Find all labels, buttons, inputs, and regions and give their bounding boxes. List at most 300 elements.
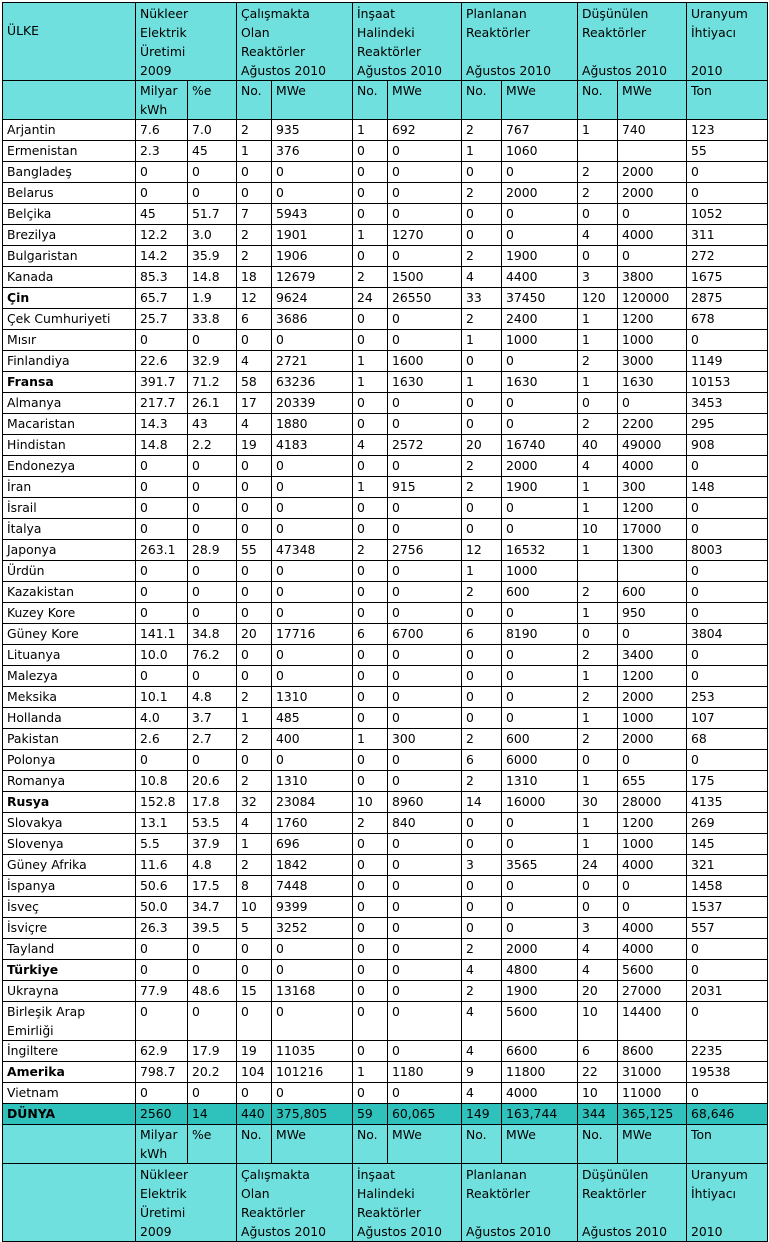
value-cell: 0 <box>388 834 462 855</box>
table-row <box>3 393 768 414</box>
value-cell: 0 <box>272 666 353 687</box>
header-line <box>691 1203 763 1222</box>
value-cell: 4400 <box>502 267 578 288</box>
value-cell: 1630 <box>618 372 687 393</box>
value-cell: 0 <box>353 519 388 540</box>
value-cell: 4 <box>578 456 618 477</box>
nuclear-power-table-container <box>2 2 767 1242</box>
value-cell: 85.3 <box>136 267 188 288</box>
value-cell: 0 <box>136 603 188 624</box>
table-row <box>3 771 768 792</box>
value-cell: 950 <box>618 603 687 624</box>
value-cell: 6000 <box>502 750 578 771</box>
value-cell: 17 <box>237 393 272 414</box>
country-cell: Rusya <box>3 792 136 813</box>
header-line: 2009 <box>140 1224 172 1239</box>
value-cell: 0 <box>578 876 618 897</box>
table-row <box>3 120 768 141</box>
header-line: Çalışmakta <box>241 1167 310 1182</box>
value-cell: 10 <box>353 792 388 813</box>
value-cell: 908 <box>687 435 768 456</box>
value-cell: 0 <box>462 393 502 414</box>
value-cell: 2.6 <box>136 729 188 750</box>
value-cell: 68 <box>687 729 768 750</box>
value-cell: 0 <box>237 162 272 183</box>
table-row <box>3 435 768 456</box>
value-cell: 1900 <box>502 246 578 267</box>
value-cell: 0 <box>353 876 388 897</box>
value-cell: 0 <box>272 645 353 666</box>
value-cell: 0 <box>353 981 388 1002</box>
country-cell: Macaristan <box>3 414 136 435</box>
value-cell: 4.8 <box>188 687 237 708</box>
value-cell: 0 <box>462 708 502 729</box>
header-line: 2010 <box>691 63 723 78</box>
value-cell: 20.6 <box>188 771 237 792</box>
value-cell: 2 <box>578 414 618 435</box>
value-cell: 4800 <box>502 960 578 981</box>
value-cell: 2 <box>462 771 502 792</box>
table-row <box>3 582 768 603</box>
value-cell: 1 <box>578 120 618 141</box>
value-cell: 0 <box>136 1002 188 1041</box>
value-cell: 77.9 <box>136 981 188 1002</box>
value-cell: 0 <box>272 456 353 477</box>
value-cell: 20339 <box>272 393 353 414</box>
value-cell: 7.0 <box>188 120 237 141</box>
value-cell: 2 <box>578 183 618 204</box>
value-cell: 0 <box>687 666 768 687</box>
value-cell: 0 <box>188 960 237 981</box>
value-cell: 0 <box>237 939 272 960</box>
value-cell: 1 <box>578 477 618 498</box>
value-cell: 1900 <box>502 477 578 498</box>
value-cell: 0 <box>462 897 502 918</box>
value-cell: 0 <box>136 498 188 519</box>
value-cell: 4000 <box>618 225 687 246</box>
value-cell: 3.0 <box>188 225 237 246</box>
value-cell: 2.2 <box>188 435 237 456</box>
value-cell: 391.7 <box>136 372 188 393</box>
value-cell: 3565 <box>502 855 578 876</box>
country-cell: İtalya <box>3 519 136 540</box>
value-cell: 0 <box>462 519 502 540</box>
header-line: Planlanan <box>466 6 527 21</box>
value-cell: 600 <box>502 729 578 750</box>
value-cell: 485 <box>272 708 353 729</box>
value-cell: 217.7 <box>136 393 188 414</box>
value-cell: 0 <box>353 582 388 603</box>
value-cell: 0 <box>353 960 388 981</box>
table-row <box>3 225 768 246</box>
value-cell: 0 <box>388 603 462 624</box>
value-cell: 2000 <box>502 939 578 960</box>
group-planned-reactors <box>462 3 578 81</box>
value-cell: 6 <box>462 624 502 645</box>
value-cell: 0 <box>462 603 502 624</box>
value-cell: 0 <box>388 456 462 477</box>
value-cell: 4 <box>578 225 618 246</box>
country-cell: Bulgaristan <box>3 246 136 267</box>
value-cell: 0 <box>687 162 768 183</box>
value-cell: 19 <box>237 435 272 456</box>
value-cell: 2235 <box>687 1041 768 1062</box>
value-cell: 0 <box>618 624 687 645</box>
table-body <box>3 3 768 1242</box>
value-cell: 14400 <box>618 1002 687 1041</box>
value-cell: 0 <box>502 918 578 939</box>
value-cell: 25.7 <box>136 309 188 330</box>
value-cell: 0 <box>388 645 462 666</box>
value-cell: 0 <box>237 960 272 981</box>
table-row <box>3 1041 768 1062</box>
value-cell: 51.7 <box>188 204 237 225</box>
header-line: Reaktörler <box>357 44 422 59</box>
value-cell: 45 <box>136 204 188 225</box>
country-cell: Endonezya <box>3 456 136 477</box>
value-cell: 4000 <box>618 939 687 960</box>
value-cell: 0 <box>272 561 353 582</box>
header-line: Üretimi <box>140 44 186 59</box>
value-cell: 0 <box>388 561 462 582</box>
value-cell: 0 <box>353 330 388 351</box>
value-cell: 0 <box>462 876 502 897</box>
value-cell: 1310 <box>272 687 353 708</box>
unit-header: MWe <box>502 1125 578 1164</box>
value-cell: 10.1 <box>136 687 188 708</box>
value-cell <box>618 141 687 162</box>
value-cell: 5600 <box>618 960 687 981</box>
value-cell: 0 <box>353 246 388 267</box>
value-cell: 2572 <box>388 435 462 456</box>
value-cell: 63236 <box>272 372 353 393</box>
value-cell: 14 <box>462 792 502 813</box>
value-cell: 0 <box>388 771 462 792</box>
header-line: Planlanan <box>466 1167 527 1182</box>
value-cell: 0 <box>188 582 237 603</box>
value-cell: 2 <box>578 687 618 708</box>
value-cell: 107 <box>687 708 768 729</box>
value-cell: 0 <box>502 687 578 708</box>
value-cell: 0 <box>188 498 237 519</box>
value-cell: 2 <box>237 246 272 267</box>
value-cell: 0 <box>388 1041 462 1062</box>
value-cell: 175 <box>687 771 768 792</box>
header-line: Ağustos 2010 <box>241 63 327 78</box>
table-row <box>3 561 768 582</box>
value-cell: 20.2 <box>188 1062 237 1083</box>
value-cell: 0 <box>353 204 388 225</box>
unit-header: MWe <box>272 81 353 120</box>
nuclear-power-table <box>2 2 768 1242</box>
unit-header: No. <box>353 81 388 120</box>
value-cell: 7 <box>237 204 272 225</box>
header-line: İnşaat <box>357 6 396 21</box>
value-cell: 16000 <box>502 792 578 813</box>
value-cell: 55 <box>237 540 272 561</box>
value-cell: 6 <box>462 750 502 771</box>
unit-header: Milyar kWh <box>136 81 188 120</box>
unit-header: MWe <box>272 1125 353 1164</box>
header-line: Uranyum <box>691 1167 748 1182</box>
header-line: Ağustos 2010 <box>357 63 443 78</box>
value-cell: 2 <box>237 855 272 876</box>
unit-header: No. <box>578 81 618 120</box>
value-cell: 1149 <box>687 351 768 372</box>
value-cell: 11000 <box>618 1083 687 1104</box>
country-cell: Almanya <box>3 393 136 414</box>
table-row <box>3 960 768 981</box>
value-cell: 4 <box>353 435 388 456</box>
value-cell: 0 <box>388 750 462 771</box>
value-cell: 26550 <box>388 288 462 309</box>
value-cell: 1310 <box>272 771 353 792</box>
value-cell: 2 <box>578 645 618 666</box>
table-row <box>3 456 768 477</box>
value-cell: 2 <box>237 687 272 708</box>
value-cell: 0 <box>237 498 272 519</box>
value-cell: 0 <box>272 582 353 603</box>
country-cell: Türkiye <box>3 960 136 981</box>
value-cell: 27000 <box>618 981 687 1002</box>
value-cell: 1 <box>237 834 272 855</box>
value-cell: 0 <box>388 246 462 267</box>
value-cell: 1200 <box>618 498 687 519</box>
header-line: Düşünülen <box>582 6 649 21</box>
country-cell: İsveç <box>3 897 136 918</box>
unit-header: %e <box>188 81 237 120</box>
value-cell: 2 <box>237 771 272 792</box>
value-cell: 798.7 <box>136 1062 188 1083</box>
value-cell: 4 <box>462 960 502 981</box>
value-cell: 0 <box>502 813 578 834</box>
table-row <box>3 834 768 855</box>
table-row <box>3 603 768 624</box>
table-row <box>3 897 768 918</box>
value-cell: 12.2 <box>136 225 188 246</box>
value-cell: 0 <box>237 519 272 540</box>
value-cell: 0 <box>388 1002 462 1041</box>
value-cell: 71.2 <box>188 372 237 393</box>
value-cell: 17000 <box>618 519 687 540</box>
value-cell: 2 <box>353 540 388 561</box>
value-cell: 1052 <box>687 204 768 225</box>
value-cell: 376 <box>272 141 353 162</box>
value-cell: 6 <box>237 309 272 330</box>
value-cell: 32.9 <box>188 351 237 372</box>
value-cell: 7.6 <box>136 120 188 141</box>
value-cell: 0 <box>388 519 462 540</box>
table-row <box>3 666 768 687</box>
total-value-cell: 365,125 <box>618 1104 687 1125</box>
value-cell: 0 <box>618 204 687 225</box>
header-line: Üretimi <box>140 1205 186 1220</box>
table-row <box>3 519 768 540</box>
value-cell: 6600 <box>502 1041 578 1062</box>
value-cell: 2 <box>462 183 502 204</box>
country-cell: Çin <box>3 288 136 309</box>
value-cell: 0 <box>388 393 462 414</box>
value-cell: 600 <box>618 582 687 603</box>
value-cell: 1842 <box>272 855 353 876</box>
table-row <box>3 330 768 351</box>
value-cell: 0 <box>136 561 188 582</box>
value-cell: 0 <box>388 855 462 876</box>
value-cell: 0 <box>462 351 502 372</box>
country-cell: Birleşik Arap Emirliği <box>3 1002 136 1041</box>
total-value-cell: 149 <box>462 1104 502 1125</box>
value-cell: 19 <box>237 1041 272 1062</box>
value-cell: 0 <box>136 477 188 498</box>
value-cell: 3804 <box>687 624 768 645</box>
value-cell: 295 <box>687 414 768 435</box>
header-line: 2009 <box>140 63 172 78</box>
table-row <box>3 540 768 561</box>
value-cell: 0 <box>687 519 768 540</box>
value-cell: 0 <box>388 1083 462 1104</box>
value-cell: 0 <box>353 708 388 729</box>
value-cell: 269 <box>687 813 768 834</box>
value-cell: 104 <box>237 1062 272 1083</box>
value-cell: 1 <box>462 330 502 351</box>
value-cell: 5943 <box>272 204 353 225</box>
value-cell: 10153 <box>687 372 768 393</box>
table-row <box>3 162 768 183</box>
value-cell: 0 <box>353 309 388 330</box>
value-cell: 16532 <box>502 540 578 561</box>
header-line: Çalışmakta <box>241 6 310 21</box>
units-corner <box>3 1125 136 1164</box>
value-cell: 50.0 <box>136 897 188 918</box>
value-cell: 14.3 <box>136 414 188 435</box>
value-cell: 272 <box>687 246 768 267</box>
value-cell: 0 <box>188 330 237 351</box>
value-cell: 13.1 <box>136 813 188 834</box>
value-cell: 0 <box>353 414 388 435</box>
value-cell: 0 <box>502 225 578 246</box>
value-cell: 6700 <box>388 624 462 645</box>
unit-header: No. <box>578 1125 618 1164</box>
value-cell: 0 <box>388 582 462 603</box>
value-cell: 2000 <box>618 183 687 204</box>
value-cell: 0 <box>462 813 502 834</box>
unit-header: No. <box>462 81 502 120</box>
country-cell: Ermenistan <box>3 141 136 162</box>
value-cell: 6 <box>578 1041 618 1062</box>
value-cell: 0 <box>237 750 272 771</box>
value-cell: 8960 <box>388 792 462 813</box>
unit-header: MWe <box>502 81 578 120</box>
header-line: Ağustos 2010 <box>466 1224 552 1239</box>
header-line: Reaktörler <box>241 44 306 59</box>
country-cell: Japonya <box>3 540 136 561</box>
value-cell: 11800 <box>502 1062 578 1083</box>
header-line: Halindeki <box>357 1186 415 1201</box>
value-cell: 0 <box>502 897 578 918</box>
value-cell: 0 <box>353 687 388 708</box>
value-cell: 0 <box>188 939 237 960</box>
value-cell: 2 <box>462 939 502 960</box>
value-cell: 0 <box>388 414 462 435</box>
value-cell: 1200 <box>618 666 687 687</box>
value-cell: 2 <box>237 225 272 246</box>
unit-header: No. <box>237 1125 272 1164</box>
country-cell: Kazakistan <box>3 582 136 603</box>
value-cell: 1 <box>462 561 502 582</box>
value-cell: 0 <box>136 162 188 183</box>
value-cell: 1900 <box>502 981 578 1002</box>
value-cell: 0 <box>462 687 502 708</box>
group-operating-reactors <box>237 1164 353 1242</box>
value-cell: 123 <box>687 120 768 141</box>
value-cell: 1 <box>353 225 388 246</box>
value-cell: 0 <box>462 498 502 519</box>
value-cell: 30 <box>578 792 618 813</box>
value-cell: 311 <box>687 225 768 246</box>
country-cell: Vietnam <box>3 1083 136 1104</box>
value-cell: 17716 <box>272 624 353 645</box>
value-cell: 253 <box>687 687 768 708</box>
group-under-construction <box>353 1164 462 1242</box>
group-planned-reactors <box>462 1164 578 1242</box>
country-cell: Meksika <box>3 687 136 708</box>
value-cell: 1 <box>462 372 502 393</box>
table-row <box>3 372 768 393</box>
value-cell: 2 <box>237 729 272 750</box>
table-row <box>3 183 768 204</box>
value-cell: 400 <box>272 729 353 750</box>
header-line: Düşünülen <box>582 1167 649 1182</box>
bottom-corner <box>3 1164 136 1242</box>
value-cell: 0 <box>578 897 618 918</box>
value-cell: 58 <box>237 372 272 393</box>
value-cell: 0 <box>353 603 388 624</box>
value-cell: 12679 <box>272 267 353 288</box>
value-cell: 696 <box>272 834 353 855</box>
total-value-cell: 60,065 <box>388 1104 462 1125</box>
group-operating-reactors <box>237 3 353 81</box>
value-cell: 678 <box>687 309 768 330</box>
header-line: Reaktörler <box>357 1205 422 1220</box>
value-cell: 1000 <box>618 834 687 855</box>
value-cell: 557 <box>687 918 768 939</box>
header-line <box>582 42 682 61</box>
value-cell: 0 <box>353 855 388 876</box>
value-cell: 0 <box>687 456 768 477</box>
value-cell: 4000 <box>618 855 687 876</box>
value-cell: 740 <box>618 120 687 141</box>
value-cell: 2.3 <box>136 141 188 162</box>
value-cell: 2.7 <box>188 729 237 750</box>
table-row <box>3 1002 768 1041</box>
value-cell: 0 <box>136 582 188 603</box>
value-cell: 0 <box>578 204 618 225</box>
value-cell: 0 <box>687 561 768 582</box>
value-cell: 0 <box>353 1083 388 1104</box>
value-cell: 0 <box>687 498 768 519</box>
header-line: İnşaat <box>357 1167 396 1182</box>
value-cell: 0 <box>188 183 237 204</box>
value-cell: 0 <box>353 1041 388 1062</box>
value-cell: 1 <box>353 1062 388 1083</box>
value-cell: 0 <box>272 477 353 498</box>
value-cell <box>618 561 687 582</box>
value-cell <box>578 141 618 162</box>
value-cell: 28.9 <box>188 540 237 561</box>
table-row <box>3 498 768 519</box>
value-cell: 10 <box>578 519 618 540</box>
value-cell: 1 <box>237 141 272 162</box>
